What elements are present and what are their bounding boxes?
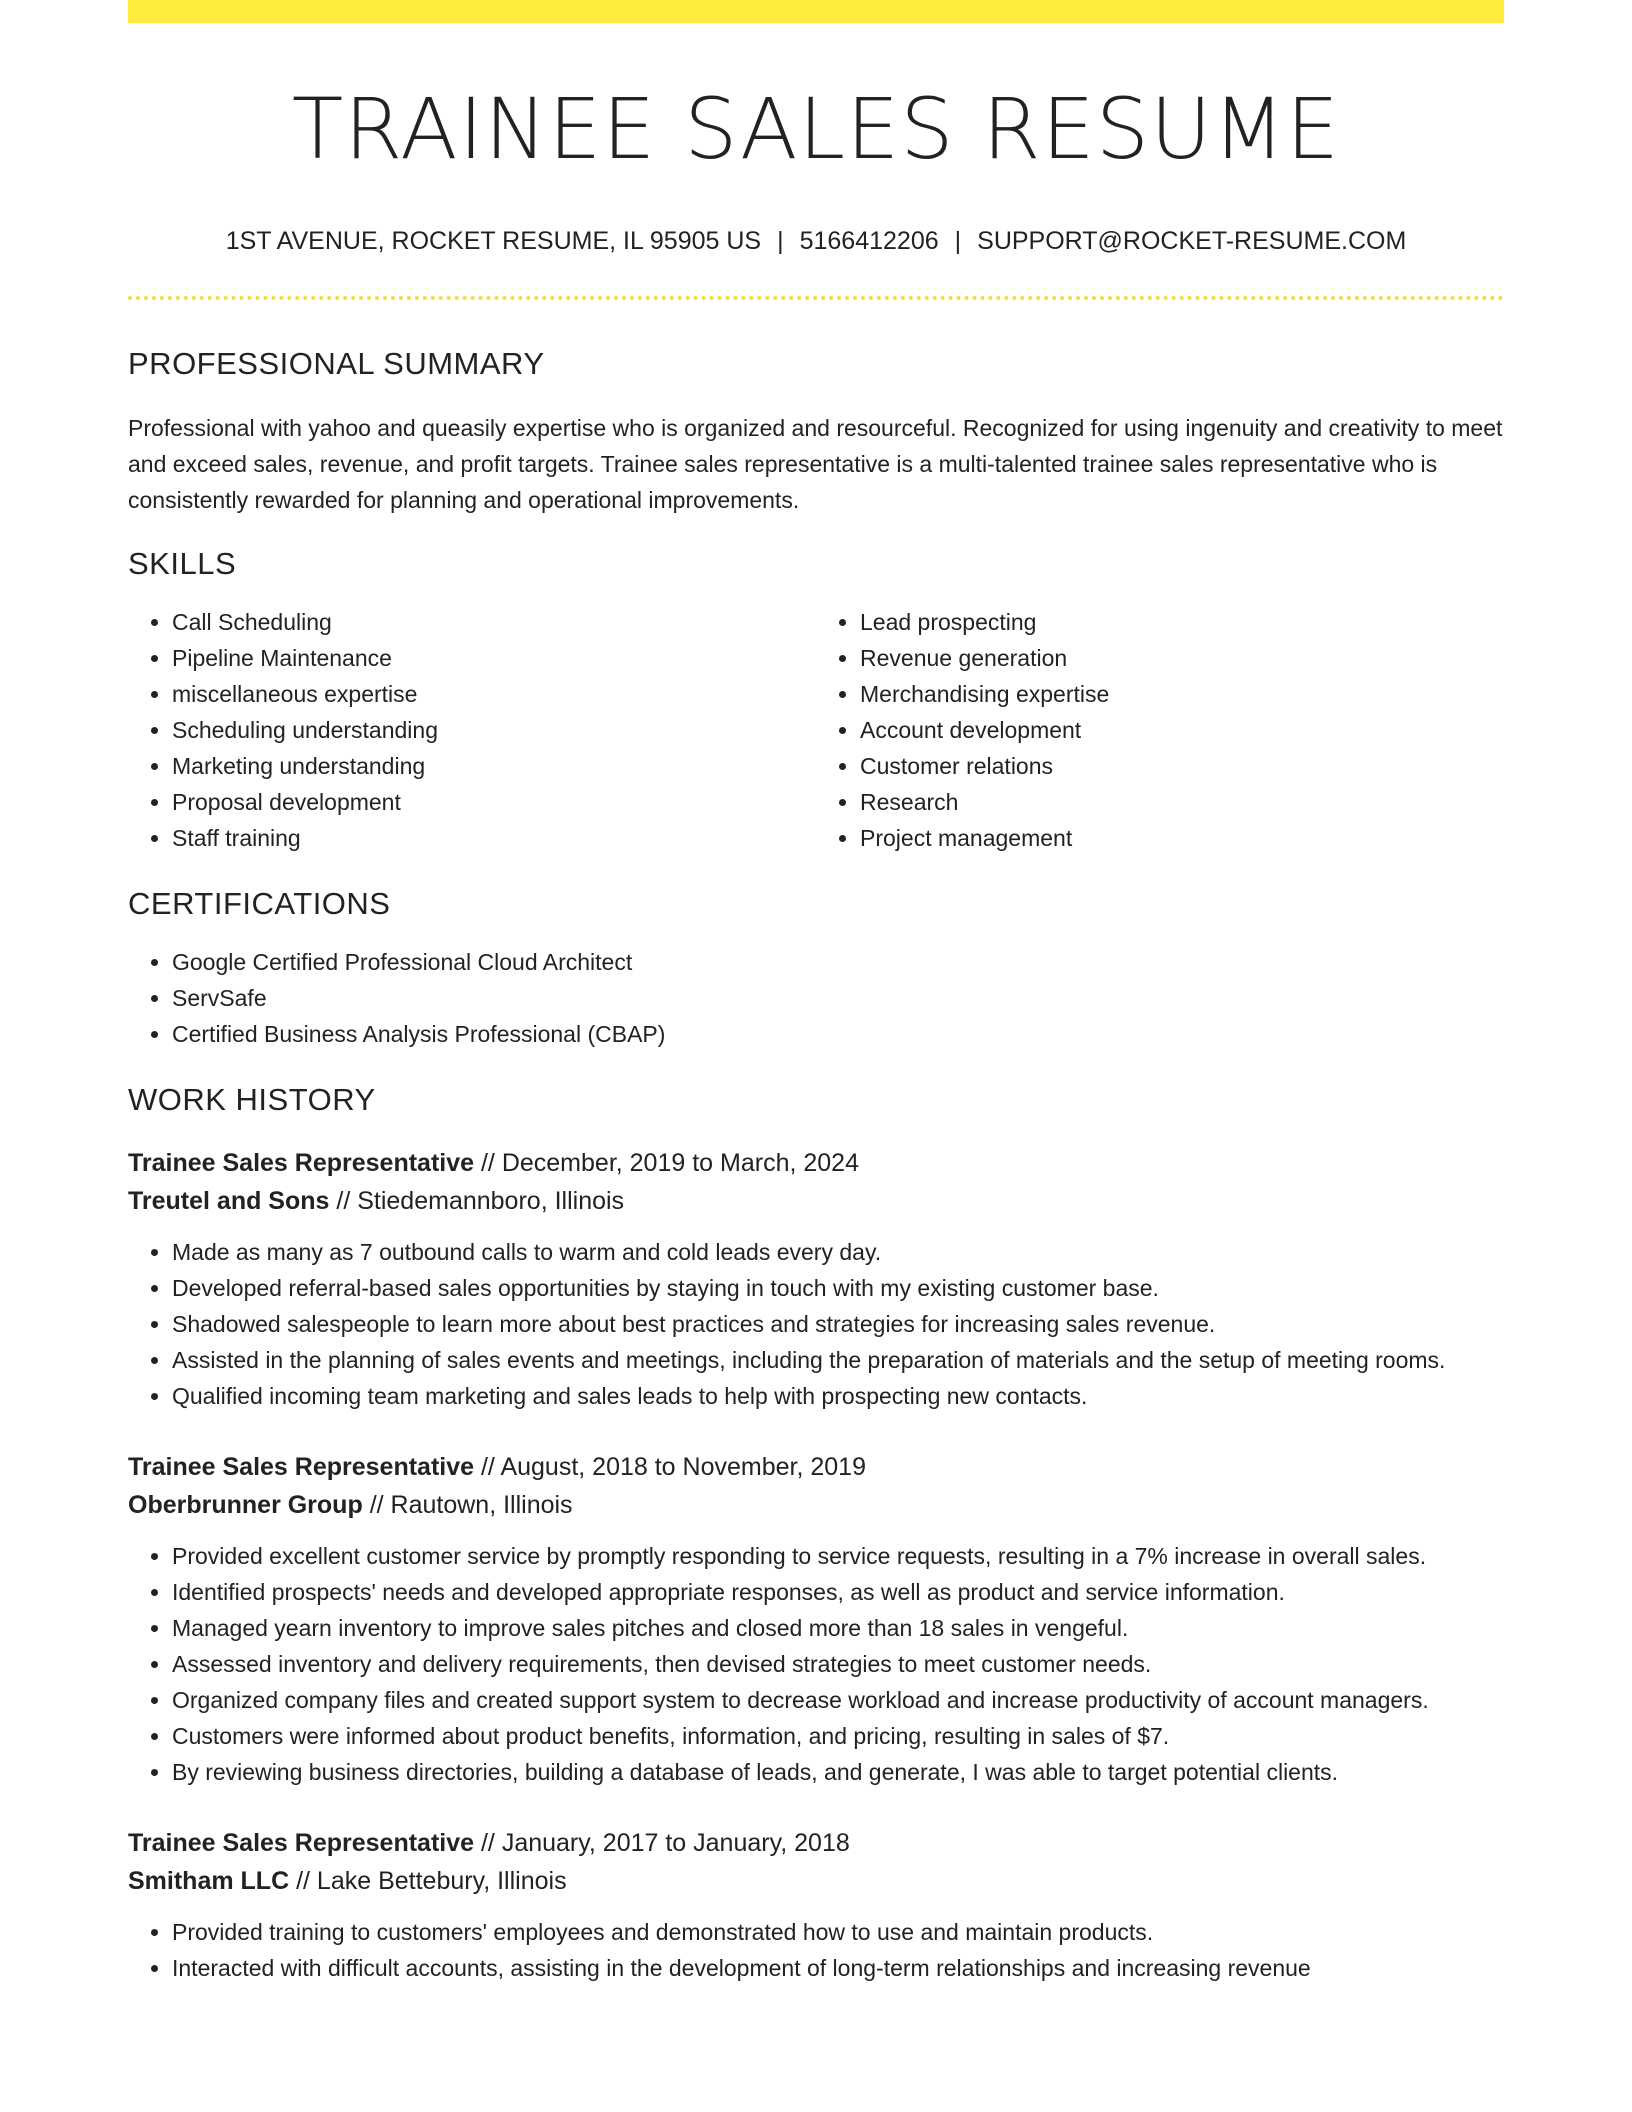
skill-item: • Customer relations bbox=[860, 748, 1504, 784]
job-bullet: • Assessed inventory and delivery requirements, then devised strategies to meet customer needs. bbox=[172, 1646, 1504, 1682]
resume-page bbox=[128, 0, 1504, 1986]
skills-list-left bbox=[128, 604, 816, 856]
contact-separator: | bbox=[954, 227, 962, 256]
job-entry bbox=[128, 1144, 1504, 1414]
job-bullet: • Assisted in the planning of sales events and meetings, including the preparation of materials and the setup of meeting rooms. bbox=[172, 1342, 1504, 1378]
job-entry bbox=[128, 1448, 1504, 1790]
skill-item: • Research bbox=[860, 784, 1504, 820]
job-company-line bbox=[128, 1862, 1504, 1900]
job-bullets bbox=[128, 1234, 1504, 1414]
job-title-line bbox=[128, 1144, 1504, 1182]
skill-item: • Merchandising expertise bbox=[860, 676, 1504, 712]
job-location: // Rautown, Illinois bbox=[369, 1491, 573, 1520]
contact-line bbox=[128, 227, 1504, 256]
certification-item: • ServSafe bbox=[172, 980, 1504, 1016]
resume-title: TRAINEE SALES RESUME bbox=[291, 80, 1341, 178]
contact-email: SUPPORT@ROCKET-RESUME.COM bbox=[977, 227, 1407, 256]
job-company: Treutel and Sons bbox=[128, 1187, 330, 1216]
skill-item: • Account development bbox=[860, 712, 1504, 748]
skill-item: • miscellaneous expertise bbox=[172, 676, 816, 712]
job-bullet: • Interacted with difficult accounts, assisting in the development of long-term relationships and increasing revenue bbox=[172, 1950, 1504, 1986]
job-bullet: • Provided excellent customer service by promptly responding to service requests, resulting in a 7% increase in overall sales. bbox=[172, 1538, 1504, 1574]
skill-item: • Call Scheduling bbox=[172, 604, 816, 640]
skill-item: • Proposal development bbox=[172, 784, 816, 820]
job-location: // Lake Bettebury, Illinois bbox=[296, 1867, 567, 1896]
job-bullets bbox=[128, 1538, 1504, 1790]
job-bullet: • Developed referral-based sales opportunities by staying in touch with my existing customer base. bbox=[172, 1270, 1504, 1306]
job-bullet: • Shadowed salespeople to learn more about best practices and strategies for increasing sales revenue. bbox=[172, 1306, 1504, 1342]
certification-item: • Google Certified Professional Cloud Architect bbox=[172, 944, 1504, 980]
job-dates: // January, 2017 to January, 2018 bbox=[480, 1829, 850, 1858]
job-title-line bbox=[128, 1824, 1504, 1862]
skill-item: • Marketing understanding bbox=[172, 748, 816, 784]
skills-column-left bbox=[128, 604, 816, 856]
job-company: Smitham LLC bbox=[128, 1867, 290, 1896]
skill-item: • Staff training bbox=[172, 820, 816, 856]
work-history-heading: WORK HISTORY bbox=[128, 1082, 376, 1118]
job-bullet: • Customers were informed about product benefits, information, and pricing, resulting in sales of $7. bbox=[172, 1718, 1504, 1754]
skills-grid bbox=[128, 604, 1504, 856]
contact-address: 1ST AVENUE, ROCKET RESUME, IL 95905 US bbox=[225, 227, 762, 256]
skill-item: • Revenue generation bbox=[860, 640, 1504, 676]
skills-heading: SKILLS bbox=[128, 546, 237, 582]
job-bullet: • Managed yearn inventory to improve sales pitches and closed more than 18 sales in vengeful. bbox=[172, 1610, 1504, 1646]
job-bullets bbox=[128, 1914, 1504, 1986]
job-company-line bbox=[128, 1182, 1504, 1220]
dotted-divider bbox=[128, 296, 1504, 300]
skills-column-right bbox=[816, 604, 1504, 856]
job-bullet: • Qualified incoming team marketing and sales leads to help with prospecting new contacts. bbox=[172, 1378, 1504, 1414]
certification-item: • Certified Business Analysis Professional (CBAP) bbox=[172, 1016, 1504, 1052]
contact-phone: 5166412206 bbox=[799, 227, 939, 256]
summary-text: Professional with yahoo and queasily expertise who is organized and resourceful. Recognized for using ingenuity and creativity to meet and exceed sales, revenue, and profit targets. Trainee sales representative is a multi-talented trainee sales representative who is consistently rewarded for planning and operational improvements. bbox=[128, 415, 1503, 514]
job-title: Trainee Sales Representative bbox=[128, 1149, 475, 1178]
job-company-line bbox=[128, 1486, 1504, 1524]
job-title-line bbox=[128, 1448, 1504, 1486]
job-bullet: • Identified prospects' needs and developed appropriate responses, as well as product and service information. bbox=[172, 1574, 1504, 1610]
job-title: Trainee Sales Representative bbox=[128, 1453, 475, 1482]
job-bullet: • Provided training to customers' employees and demonstrated how to use and maintain products. bbox=[172, 1914, 1504, 1950]
job-entry bbox=[128, 1824, 1504, 1986]
job-location: // Stiedemannboro, Illinois bbox=[336, 1187, 625, 1216]
job-dates: // December, 2019 to March, 2024 bbox=[480, 1149, 859, 1178]
contact-separator: | bbox=[777, 227, 784, 256]
job-title: Trainee Sales Representative bbox=[128, 1829, 475, 1858]
job-dates: // August, 2018 to November, 2019 bbox=[480, 1453, 866, 1482]
skill-item: • Project management bbox=[860, 820, 1504, 856]
skill-item: • Pipeline Maintenance bbox=[172, 640, 816, 676]
summary-heading: PROFESSIONAL SUMMARY bbox=[128, 346, 545, 382]
job-company: Oberbrunner Group bbox=[128, 1491, 363, 1520]
certifications-heading: CERTIFICATIONS bbox=[128, 886, 391, 922]
certifications-list bbox=[128, 944, 1504, 1052]
job-bullet: • Organized company files and created support system to decrease workload and increase productivity of account managers. bbox=[172, 1682, 1504, 1718]
job-bullet: • Made as many as 7 outbound calls to warm and cold leads every day. bbox=[172, 1234, 1504, 1270]
skills-list-right bbox=[816, 604, 1504, 856]
skill-item: • Scheduling understanding bbox=[172, 712, 816, 748]
skill-item: • Lead prospecting bbox=[860, 604, 1504, 640]
job-bullet: • By reviewing business directories, building a database of leads, and generate, I was able to target potential clients. bbox=[172, 1754, 1504, 1790]
top-accent-bar bbox=[128, 0, 1504, 23]
